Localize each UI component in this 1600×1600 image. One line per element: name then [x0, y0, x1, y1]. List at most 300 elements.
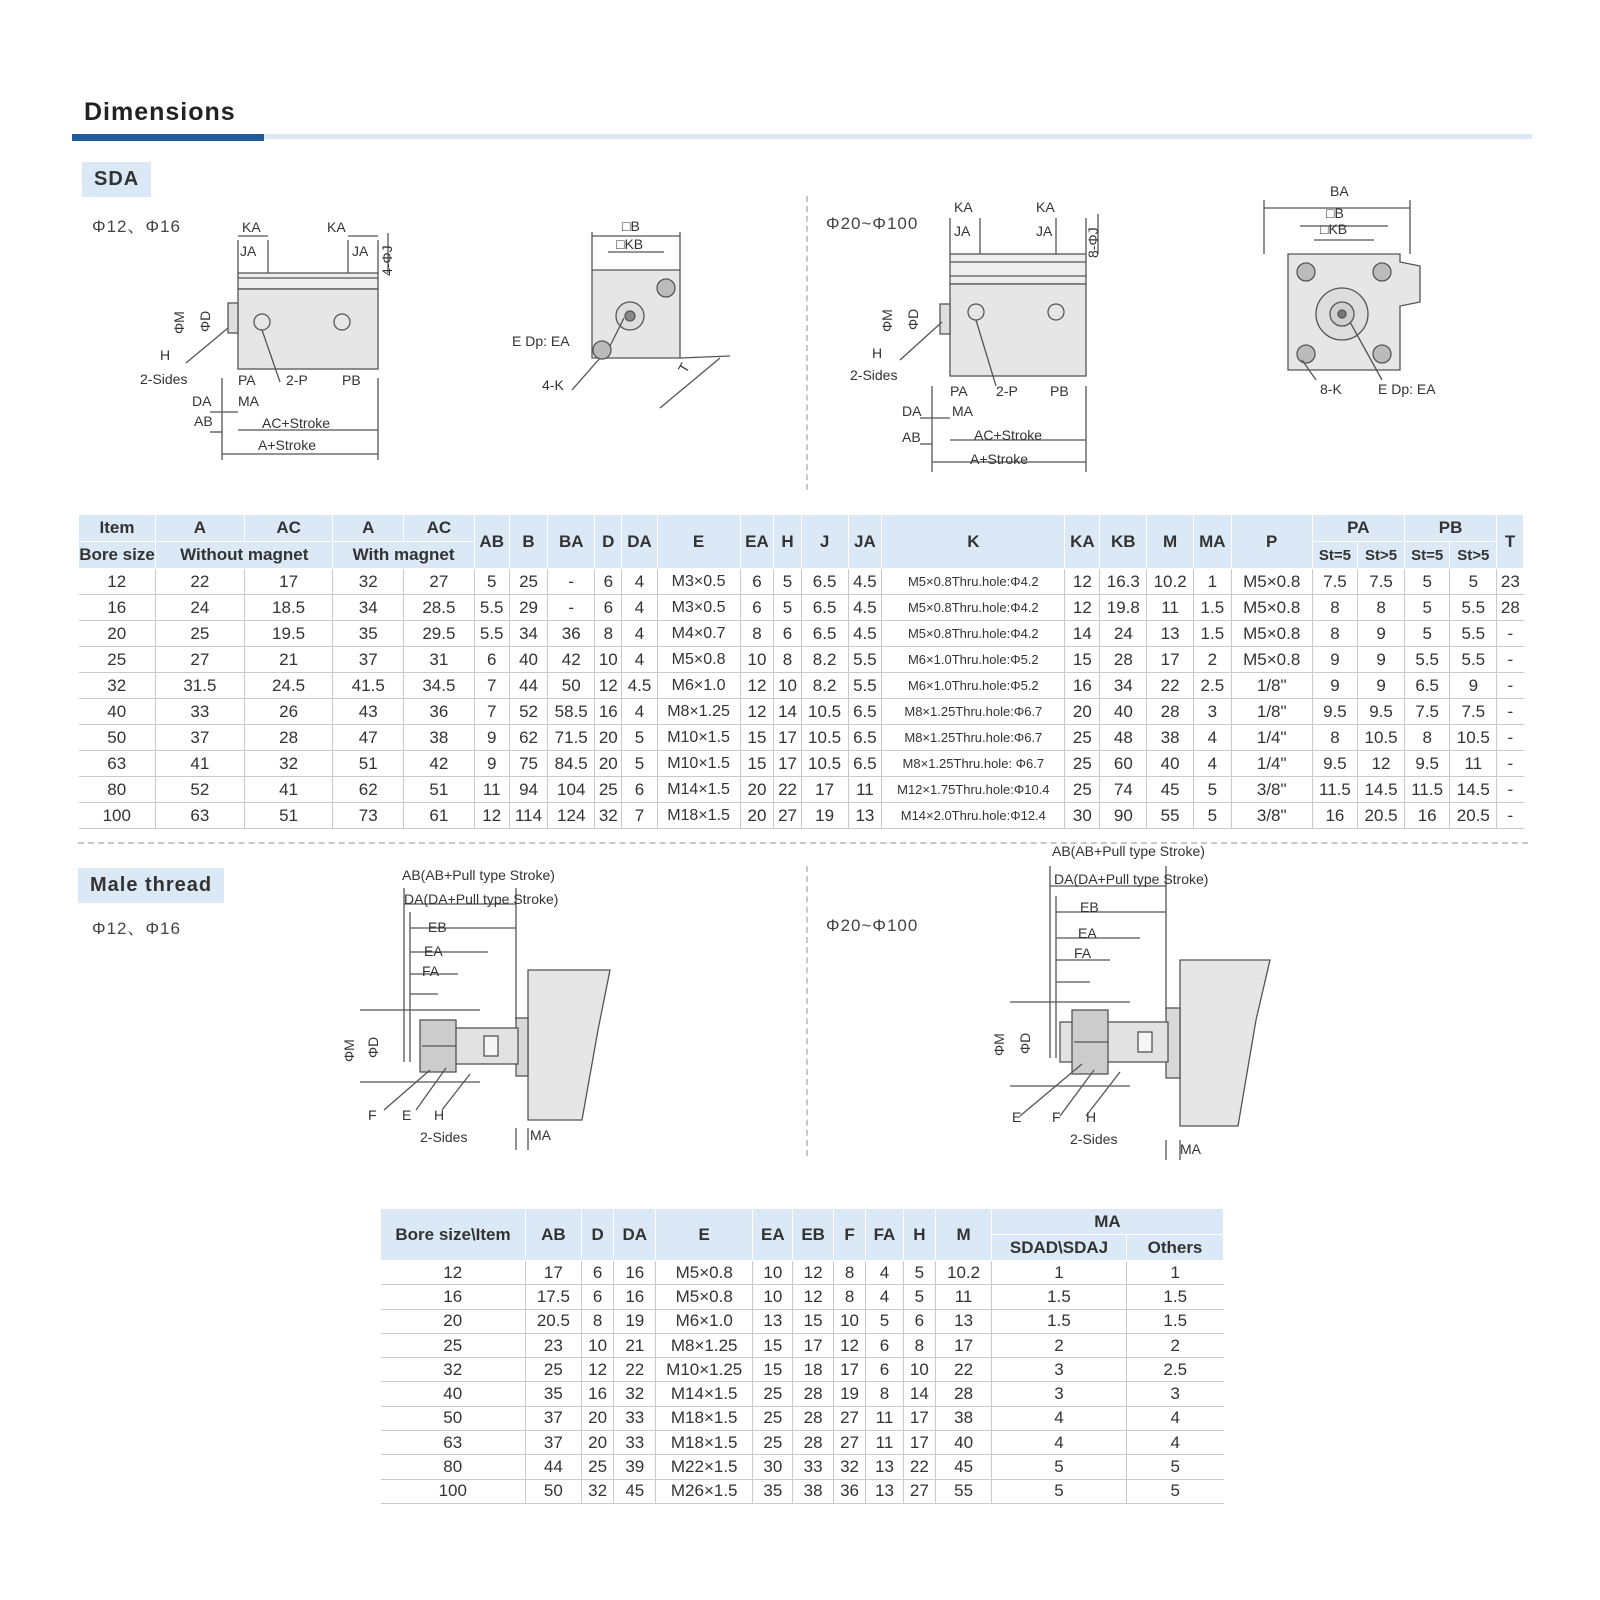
rod-end: [228, 303, 238, 333]
mount-hole-b: [593, 341, 611, 359]
table-cell: 50: [526, 1479, 582, 1503]
table-cell: 5.5: [1404, 647, 1449, 673]
table-cell: 16: [1065, 673, 1100, 699]
section-tag-male-thread: Male thread: [78, 868, 224, 903]
label-phi-d: ΦD: [197, 310, 213, 332]
table-cell: 19.5: [244, 621, 333, 647]
table-cell: 25: [79, 647, 156, 673]
label-h: H: [434, 1107, 445, 1123]
table-cell: 34: [333, 595, 404, 621]
label-8-j: 8-ΦJ: [1085, 227, 1101, 258]
label-eb: EB: [428, 919, 447, 935]
label-ja-right: JA: [352, 243, 369, 259]
table-cell: 3: [992, 1358, 1127, 1382]
header-sdad-sdaj: SDAD\SDAJ: [992, 1235, 1127, 1261]
table-cell: 4: [1194, 725, 1232, 751]
table-cell: 8.2: [801, 647, 848, 673]
table-row: [381, 1455, 1224, 1479]
table-cell: M18×1.5: [657, 803, 740, 829]
table-cell: 8: [774, 647, 801, 673]
label-b: □B: [1326, 205, 1344, 221]
table-cell: M6×1.0Thru.hole:Φ5.2: [882, 673, 1065, 699]
table-cell: 10: [740, 647, 774, 673]
table-cell: 6: [622, 777, 657, 803]
table-cell: 5: [1194, 777, 1232, 803]
table-cell: 25: [753, 1382, 793, 1406]
table-cell: 5: [622, 725, 657, 751]
label-phi-m: ΦM: [879, 309, 895, 332]
table-cell: 15: [1065, 647, 1100, 673]
table-cell: 8: [1312, 621, 1357, 647]
header-h: H: [903, 1209, 936, 1261]
label-pb: PB: [342, 372, 361, 388]
table-cell: 4.5: [848, 569, 882, 595]
sda-dimensions-table: [78, 514, 1524, 829]
table-cell: 8: [1312, 725, 1357, 751]
table-cell: 10.2: [1147, 569, 1194, 595]
table-cell: 34.5: [404, 673, 475, 699]
header-d: D: [581, 1209, 614, 1261]
table-cell: 12: [740, 699, 774, 725]
table-cell: 90: [1100, 803, 1147, 829]
table-cell: 40: [381, 1382, 526, 1406]
table-cell: 20: [1065, 699, 1100, 725]
table-cell: 4: [622, 647, 657, 673]
label-f: F: [1052, 1109, 1061, 1125]
table-cell: 25: [595, 777, 622, 803]
table-cell: 25: [381, 1333, 526, 1357]
table-cell: 37: [333, 647, 404, 673]
table-cell: 19: [833, 1382, 866, 1406]
table-cell: M14×1.5: [657, 777, 740, 803]
table-cell: 28: [244, 725, 333, 751]
label-e-dp: E Dp: EA: [1378, 381, 1436, 397]
header-pa-st-gt5: St>5: [1358, 542, 1405, 569]
table-cell: 4: [622, 595, 657, 621]
table-cell: 10.5: [1358, 725, 1405, 751]
table-cell: 14.5: [1450, 777, 1497, 803]
table-cell: M18×1.5: [656, 1406, 753, 1430]
table-cell: 20: [595, 751, 622, 777]
table-cell: 23: [526, 1333, 582, 1357]
table-cell: 36: [833, 1479, 866, 1503]
table-cell: M3×0.5: [657, 595, 740, 621]
table-cell: 37: [526, 1431, 582, 1455]
table-cell: 40: [1100, 699, 1147, 725]
header-k: K: [882, 515, 1065, 569]
table-cell: 29.5: [404, 621, 475, 647]
label-fa: FA: [1074, 945, 1092, 961]
table-cell: M8×1.25Thru.hole:Φ6.7: [882, 699, 1065, 725]
header-ea: EA: [740, 515, 774, 569]
table-cell: -: [1497, 647, 1524, 673]
bore-note-large: Φ20~Φ100: [826, 214, 919, 233]
table-cell: 5: [992, 1479, 1127, 1503]
label-ab: AB: [194, 413, 213, 429]
table-cell: 5: [622, 751, 657, 777]
table-cell: 25: [1065, 751, 1100, 777]
label-e: E: [1012, 1109, 1022, 1125]
table-cell: 5: [903, 1261, 936, 1285]
table-cell: 1/8": [1231, 699, 1312, 725]
table-row: [381, 1285, 1224, 1309]
table-cell: 21: [244, 647, 333, 673]
table-cell: 8: [595, 621, 622, 647]
table-cell: 12: [595, 673, 622, 699]
table-cell: 5: [992, 1455, 1127, 1479]
table-cell: 37: [156, 725, 245, 751]
male-thread-drawing-large: [990, 843, 1290, 1180]
table-cell: 10.5: [801, 725, 848, 751]
table-cell: 1: [1127, 1261, 1224, 1285]
table-cell: M8×1.25Thru.hole: Φ6.7: [882, 751, 1065, 777]
table-cell: 6.5: [801, 595, 848, 621]
table-cell: 16: [1404, 803, 1449, 829]
label-phi-d: ΦD: [365, 1036, 381, 1058]
header-ac: AC: [244, 515, 333, 542]
label-phi-m: ΦM: [171, 311, 187, 334]
table-cell: 8: [866, 1382, 903, 1406]
label-pa: PA: [950, 383, 968, 399]
table-row: [79, 803, 1524, 829]
title-rule: [72, 134, 1532, 139]
table-cell: 6: [903, 1309, 936, 1333]
label-ab-pull: AB(AB+Pull type Stroke): [402, 867, 555, 883]
table-cell: 22: [1147, 673, 1194, 699]
header-m: M: [936, 1209, 992, 1261]
table-cell: M5×0.8Thru.hole:Φ4.2: [882, 621, 1065, 647]
header-eb: EB: [793, 1209, 833, 1261]
label-pb: PB: [1050, 383, 1069, 399]
table-cell: 9: [1358, 673, 1405, 699]
table-cell: 41.5: [333, 673, 404, 699]
table-cell: 8: [833, 1261, 866, 1285]
table-row: [381, 1309, 1224, 1333]
table-row: [79, 777, 1524, 803]
table-cell: 114: [509, 803, 548, 829]
label-ma: MA: [530, 1127, 551, 1143]
table-cell: 17: [526, 1261, 582, 1285]
header-a-magnet: A: [333, 515, 404, 542]
table-row: [79, 595, 1524, 621]
header-f: F: [833, 1209, 866, 1261]
table-cell: 6: [866, 1358, 903, 1382]
table-cell: 9: [1312, 647, 1357, 673]
table-cell: 15: [793, 1309, 833, 1333]
table-cell: 10: [753, 1285, 793, 1309]
header-bore-item: Bore size\Item: [381, 1209, 526, 1261]
table-cell: 10: [774, 673, 801, 699]
table-cell: 12: [1358, 751, 1405, 777]
label-h: H: [1086, 1109, 1097, 1125]
table-cell: 27: [903, 1479, 936, 1503]
table-cell: 3: [992, 1382, 1127, 1406]
table-cell: 36: [548, 621, 595, 647]
label-4-j: 4-ΦJ: [379, 245, 395, 276]
table-cell: 9: [1312, 673, 1357, 699]
table-cell: 17.5: [526, 1285, 582, 1309]
header-a: A: [156, 515, 245, 542]
page-title: Dimensions: [84, 98, 236, 126]
table-cell: 8: [1312, 595, 1357, 621]
table-cell: 42: [548, 647, 595, 673]
table-cell: 27: [774, 803, 801, 829]
table-cell: 9: [474, 751, 509, 777]
header-pa: PA: [1312, 515, 1404, 542]
bore-note-small: Φ12、Φ16: [92, 217, 181, 236]
header-ac-magnet: AC: [404, 515, 475, 542]
table-cell: 4.5: [848, 595, 882, 621]
table-cell: 3: [1194, 699, 1232, 725]
table-cell: 25: [581, 1455, 614, 1479]
table-cell: 55: [1147, 803, 1194, 829]
label-phi-d: ΦD: [1017, 1032, 1033, 1054]
header-p: P: [1231, 515, 1312, 569]
table-cell: 20: [740, 777, 774, 803]
table-cell: 17: [833, 1358, 866, 1382]
table-cell: -: [548, 595, 595, 621]
table-cell: M14×2.0Thru.hole:Φ12.4: [882, 803, 1065, 829]
table-cell: 34: [509, 621, 548, 647]
table-cell: -: [1497, 699, 1524, 725]
table-cell: 36: [404, 699, 475, 725]
table-cell: 8: [581, 1309, 614, 1333]
table-cell: 25: [1065, 725, 1100, 751]
table-cell: 25: [753, 1406, 793, 1430]
table-cell: 94: [509, 777, 548, 803]
table-cell: 4: [992, 1406, 1127, 1430]
table-cell: 35: [333, 621, 404, 647]
table-cell: 60: [1100, 751, 1147, 777]
label-2-p: 2-P: [286, 372, 308, 388]
table-cell: 20: [79, 621, 156, 647]
header-ab: AB: [526, 1209, 582, 1261]
table-cell: 17: [801, 777, 848, 803]
table-cell: M5×0.8: [1231, 569, 1312, 595]
table-cell: 100: [79, 803, 156, 829]
table-cell: 22: [156, 569, 245, 595]
table-cell: 9: [474, 725, 509, 751]
table-cell: 25: [753, 1431, 793, 1455]
table-cell: 15: [753, 1333, 793, 1357]
table-cell: 50: [79, 725, 156, 751]
table-cell: 62: [509, 725, 548, 751]
table-cell: 1: [992, 1261, 1127, 1285]
table-cell: 28: [1100, 647, 1147, 673]
table-cell: 71.5: [548, 725, 595, 751]
table-cell: 15: [753, 1358, 793, 1382]
table-cell: 48: [1100, 725, 1147, 751]
table-cell: 63: [381, 1431, 526, 1455]
table-cell: 44: [526, 1455, 582, 1479]
table-cell: 9.5: [1404, 751, 1449, 777]
table-cell: 12: [740, 673, 774, 699]
table-cell: 11.5: [1404, 777, 1449, 803]
table-cell: -: [1497, 751, 1524, 777]
table-cell: 19: [614, 1309, 656, 1333]
table-cell: 1.5: [1127, 1285, 1224, 1309]
table-cell: 22: [936, 1358, 992, 1382]
table-cell: 23: [1497, 569, 1524, 595]
table-cell: 12: [793, 1285, 833, 1309]
table-cell: 24: [1100, 621, 1147, 647]
table-row: [79, 725, 1524, 751]
table-cell: 28: [793, 1406, 833, 1430]
table-cell: -: [1497, 803, 1524, 829]
sda-front-view-large: [1270, 182, 1480, 412]
table-cell: 12: [1065, 569, 1100, 595]
header-item: Item: [79, 515, 156, 542]
table-row: [79, 751, 1524, 777]
table-cell: 8: [833, 1285, 866, 1309]
table-cell: M5×0.8Thru.hole:Φ4.2: [882, 595, 1065, 621]
table-cell: 9.5: [1312, 699, 1357, 725]
table-cell: 32: [381, 1358, 526, 1382]
table-cell: 20: [740, 803, 774, 829]
table-cell: 5: [1194, 803, 1232, 829]
table-cell: 1: [1194, 569, 1232, 595]
table-cell: 75: [509, 751, 548, 777]
label-ab-pull: AB(AB+Pull type Stroke): [1052, 843, 1205, 859]
body-top-rail: [950, 254, 1086, 284]
label-da-pull: DA(DA+Pull type Stroke): [404, 891, 559, 907]
table-cell: 13: [866, 1479, 903, 1503]
table-cell: 11.5: [1312, 777, 1357, 803]
table-cell: 8.2: [801, 673, 848, 699]
label-ja-right: JA: [1036, 223, 1053, 239]
table-cell: 8: [740, 621, 774, 647]
table-cell: 52: [156, 777, 245, 803]
table-cell: 28.5: [404, 595, 475, 621]
header-d: D: [595, 515, 622, 569]
table-cell: 16: [614, 1285, 656, 1309]
table-cell: 22: [614, 1358, 656, 1382]
table-cell: 6.5: [848, 725, 882, 751]
table-cell: 52: [509, 699, 548, 725]
header-da: DA: [622, 515, 657, 569]
table-cell: 32: [581, 1479, 614, 1503]
table-cell: 6.5: [801, 569, 848, 595]
table-cell: 6: [866, 1333, 903, 1357]
table-cell: 38: [1147, 725, 1194, 751]
table-cell: 45: [1147, 777, 1194, 803]
table-row: [79, 621, 1524, 647]
table-cell: 28: [1147, 699, 1194, 725]
table-cell: 13: [936, 1309, 992, 1333]
table-cell: M26×1.5: [656, 1479, 753, 1503]
table-cell: 5: [774, 569, 801, 595]
table-cell: M6×1.0: [657, 673, 740, 699]
table-cell: 6.5: [1404, 673, 1449, 699]
label-2-p: 2-P: [996, 383, 1018, 399]
label-e: E: [402, 1107, 412, 1123]
table-cell: 29: [509, 595, 548, 621]
sda-table-body: [79, 569, 1524, 829]
table-cell: 32: [79, 673, 156, 699]
table-cell: 42: [404, 751, 475, 777]
table-cell: 33: [614, 1406, 656, 1430]
table-cell: 4: [866, 1261, 903, 1285]
table-cell: 11: [936, 1285, 992, 1309]
table-cell: 14: [903, 1382, 936, 1406]
table-cell: M4×0.7: [657, 621, 740, 647]
table-cell: 26: [244, 699, 333, 725]
table-cell: 12: [793, 1261, 833, 1285]
table-cell: 9: [1358, 621, 1405, 647]
table-cell: M8×1.25Thru.hole:Φ6.7: [882, 725, 1065, 751]
table-cell: 38: [793, 1479, 833, 1503]
table-cell: 8: [1358, 595, 1405, 621]
table-cell: 5.5: [1450, 595, 1497, 621]
header-bore-size: Bore size: [79, 542, 156, 569]
table-cell: 35: [526, 1382, 582, 1406]
header-ja: JA: [848, 515, 882, 569]
table-cell: 12: [833, 1333, 866, 1357]
table-cell: 9.5: [1358, 699, 1405, 725]
table-cell: 20.5: [526, 1309, 582, 1333]
label-2-sides: 2-Sides: [1070, 1131, 1118, 1147]
table-cell: 28: [1497, 595, 1524, 621]
table-cell: 27: [833, 1406, 866, 1430]
label-ea: EA: [1078, 925, 1097, 941]
table-cell: 4.5: [848, 621, 882, 647]
table-cell: 2: [1194, 647, 1232, 673]
table-cell: 4: [622, 621, 657, 647]
table-row: [381, 1261, 1224, 1285]
table-cell: 45: [614, 1479, 656, 1503]
table-cell: 15: [740, 725, 774, 751]
table-cell: 80: [79, 777, 156, 803]
table-cell: 7: [622, 803, 657, 829]
mount-hole-b: [1373, 263, 1391, 281]
table-cell: M22×1.5: [656, 1455, 753, 1479]
header-fa: FA: [866, 1209, 903, 1261]
table-cell: 62: [333, 777, 404, 803]
table-cell: 6: [740, 595, 774, 621]
table-cell: 10.2: [936, 1261, 992, 1285]
table-cell: 55: [936, 1479, 992, 1503]
table-cell: 15: [740, 751, 774, 777]
header-with-magnet: With magnet: [333, 542, 474, 569]
table-cell: 10.5: [1450, 725, 1497, 751]
table-row: [381, 1406, 1224, 1430]
table-cell: 11: [866, 1406, 903, 1430]
table-cell: 6.5: [801, 621, 848, 647]
table-cell: M5×0.8: [656, 1285, 753, 1309]
header-ba: BA: [548, 515, 595, 569]
table-cell: 6: [740, 569, 774, 595]
table-cell: 39: [614, 1455, 656, 1479]
table-cell: 19.8: [1100, 595, 1147, 621]
table-cell: 18.5: [244, 595, 333, 621]
header-pb: PB: [1404, 515, 1496, 542]
table-cell: 20.5: [1358, 803, 1405, 829]
label-8-k: 8-K: [1320, 381, 1342, 397]
table-cell: 5: [1127, 1455, 1224, 1479]
table-cell: 25: [1065, 777, 1100, 803]
table-cell: 33: [156, 699, 245, 725]
label-a-stroke: A+Stroke: [258, 437, 316, 453]
label-phi-m: ΦM: [991, 1033, 1007, 1056]
table-cell: 9: [1358, 647, 1405, 673]
cylinder-section: [1180, 960, 1270, 1126]
header-kb: KB: [1100, 515, 1147, 569]
table-row: [79, 673, 1524, 699]
male-table-body: [381, 1261, 1224, 1504]
label-ma: MA: [952, 403, 973, 419]
table-cell: 5: [866, 1309, 903, 1333]
table-cell: 17: [903, 1406, 936, 1430]
